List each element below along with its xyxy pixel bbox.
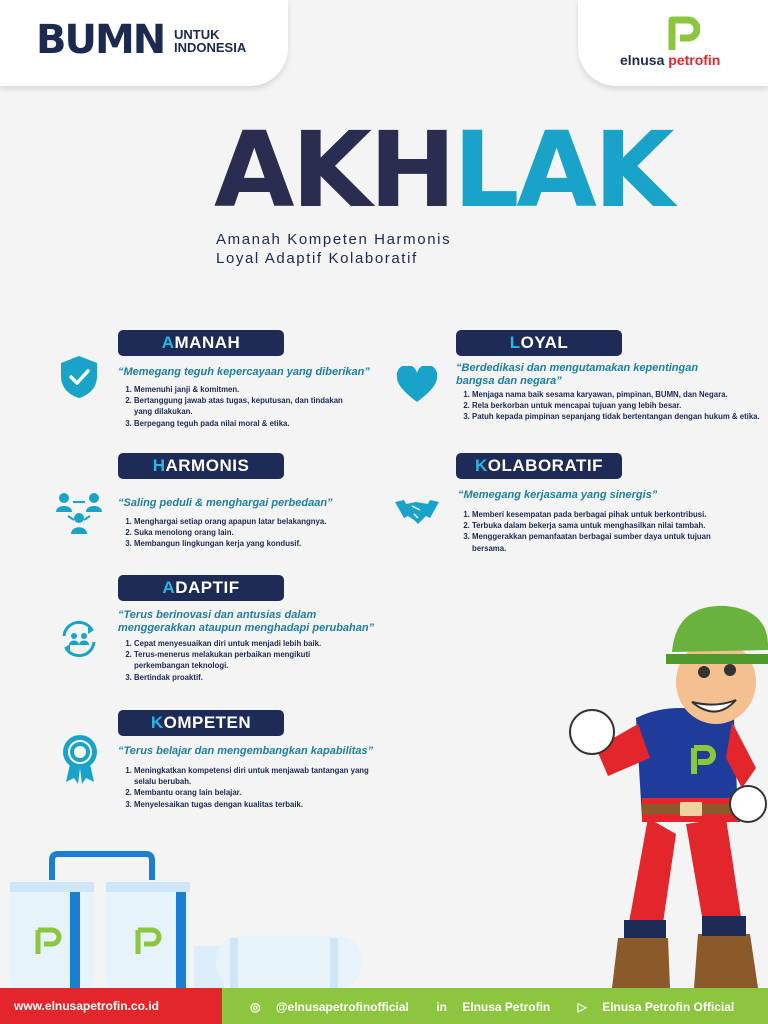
- list-item: 3. Patuh kepada pimpinan sepanjang tidak bertentangan dengan hukum & etika.: [472, 411, 762, 422]
- list-item: 1. Meningkatkan kompetensi diri untuk menjawab tantangan yang selalu berubah.: [134, 765, 374, 787]
- list-item: 2. Membantu orang lain belajar.: [134, 787, 374, 798]
- adaptif-list: [118, 638, 344, 683]
- list-item: 2. Terus-menerus melakukan perbaikan mengikuti perkembangan teknologi.: [134, 649, 344, 671]
- harmonis-list: [118, 516, 364, 550]
- list-item: 1. Memenuhi janji & komitmen.: [134, 384, 344, 395]
- website-link[interactable]: www.elnusapetrofin.co.id: [14, 999, 159, 1013]
- list-item: 2. Terbuka dalam bekerja sama untuk menghasilkan nilai tambah.: [472, 520, 732, 531]
- instagram-link[interactable]: ◎ @elnusapetrofinofficial: [250, 1000, 409, 1014]
- kompeten-quote: “Terus belajar dan mengembangkan kapabilitas”: [118, 745, 374, 757]
- harmonis-quote: “Saling peduli & menghargai perbedaan”: [118, 497, 333, 509]
- title-subline-2: Loyal Adaptif Kolaboratif: [216, 250, 418, 267]
- amanah-heading: AMANAH: [118, 330, 284, 356]
- list-item: 1. Menghargai setiap orang apapun latar belakangnya.: [134, 516, 364, 527]
- adaptif-quote: “Terus berinovasi dan antusias dalam menggerakkan ataupun menghadapi perubahan”: [118, 609, 375, 634]
- company-name: elnusa petrofin: [620, 52, 721, 68]
- kolaboratif-list: [456, 509, 732, 554]
- list-item: 3. Menggerakkan pemanfaatan berbagai sumber daya untuk tujuan bersama.: [472, 531, 732, 553]
- list-item: 1. Cepat menyesuaikan diri untuk menjadi lebih baik.: [134, 638, 344, 649]
- list-item: 3. Bertindak proaktif.: [134, 672, 344, 683]
- linkedin-link[interactable]: in Elnusa Petrofin: [436, 1000, 551, 1014]
- list-item: 2. Rela berkorban untuk mencapai tujuan yang lebih besar.: [472, 400, 762, 411]
- list-item: 3. Berpegang teguh pada nilai moral & etika.: [134, 418, 344, 429]
- list-item: 3. Menyelesaikan tugas dengan kualitas terbaik.: [134, 799, 374, 810]
- list-item: 2. Suka menolong orang lain.: [134, 527, 364, 538]
- cycle-people-icon: [58, 618, 100, 660]
- kompeten-heading: KOMPETEN: [118, 710, 284, 736]
- shield-check-icon: [58, 354, 100, 400]
- kompeten-list: [118, 765, 374, 810]
- elnusa-petrofin-logo-icon: [668, 16, 700, 52]
- loyal-quote: “Berdedikasi dan mengutamakan kepentingan bangsa dan negara”: [456, 362, 699, 387]
- handshake-icon: [394, 496, 440, 528]
- amanah-list: [118, 384, 344, 429]
- adaptif-heading: ADAPTIF: [118, 575, 284, 601]
- heart-icon: [396, 366, 438, 404]
- harmonis-heading: HARMONIS: [118, 453, 284, 479]
- social-links: [250, 1000, 758, 1014]
- akhlak-title: AKHLAK: [214, 109, 672, 231]
- linkedin-icon: in: [436, 1000, 447, 1014]
- youtube-link[interactable]: ▷ Elnusa Petrofin Official: [577, 1000, 735, 1014]
- loyal-heading: LOYAL: [456, 330, 622, 356]
- mascot-illustration: [566, 598, 768, 988]
- bumn-tagline: UNTUK INDONESIA: [174, 27, 247, 55]
- title-subline-1: Amanah Kompeten Harmonis: [216, 231, 452, 248]
- bumn-logo: BUMN: [36, 17, 165, 63]
- list-item: 1. Memberi kesempatan pada berbagai pihak untuk berkontribusi.: [472, 509, 732, 520]
- amanah-quote: “Memegang teguh kepercayaan yang diberikan”: [118, 366, 370, 378]
- list-item: 2. Bertanggung jawab atas tugas, keputusan, dan tindakan yang dilakukan.: [134, 395, 344, 417]
- list-item: 3. Membangun lingkungan kerja yang kondusif.: [134, 538, 364, 549]
- youtube-icon: ▷: [577, 1000, 587, 1014]
- people-icon: [54, 490, 104, 536]
- list-item: 1. Menjaga nama baik sesama karyawan, pimpinan, BUMN, dan Negara.: [472, 389, 762, 400]
- instagram-icon: ◎: [250, 1000, 261, 1014]
- badge-icon: [60, 734, 100, 784]
- loyal-list: [456, 389, 762, 423]
- kolaboratif-heading: KOLABORATIF: [456, 453, 622, 479]
- storage-tanks-illustration: [0, 848, 380, 988]
- kolaboratif-quote: “Memegang kerjasama yang sinergis”: [458, 489, 658, 501]
